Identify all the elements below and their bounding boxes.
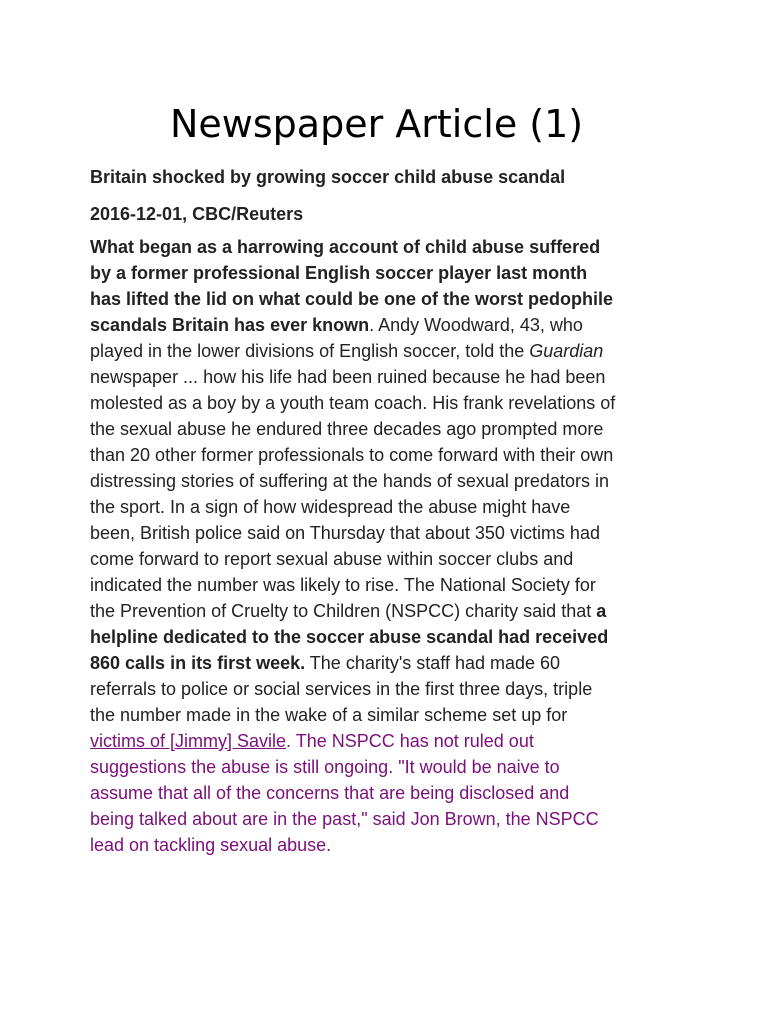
article-line: been, British police said on Thursday that about 350 victims had [90,523,600,543]
article-line: being talked about are in the past," said Jon Brown, the NSPCC [90,809,599,829]
article-line: played in the lower divisions of English soccer, told the Guardian [90,341,604,361]
article-line: scandals Britain has ever known. Andy Woodward, 43, who [90,315,583,335]
article-line: referrals to police or social services in the first three days, triple [90,679,593,699]
savile-victims-link[interactable]: victims of [Jimmy] Savile [90,731,287,751]
article-line: the Prevention of Cruelty to Children (NSPCC) charity said that a [90,601,607,621]
article-line: than 20 other former professionals to come forward with their own [90,445,614,465]
article-headline: Britain shocked by growing soccer child abuse scandal [90,167,566,187]
article-line: molested as a boy by a youth team coach. His frank revelations of [90,393,616,413]
article-line: the sexual abuse he endured three decades ago prompted more [90,419,604,439]
article-line: distressing stories of suffering at the hands of sexual predators in [90,471,609,491]
article-line: the number made in the wake of a similar scheme set up for [90,705,568,725]
article-line: has lifted the lid on what could be one of the worst pedophile [90,289,614,309]
article-line: newspaper ... how his life had been ruined because he had been [90,367,606,387]
article-line: lead on tackling sexual abuse. [90,835,332,855]
article-line: the sport. In a sign of how widespread the abuse might have [90,497,571,517]
article-line: come forward to report sexual abuse within soccer clubs and [90,549,574,569]
article-line: by a former professional English soccer player last month [90,263,588,283]
article-line: 860 calls in its first week. The charity's staff had made 60 [90,653,561,673]
article-body [90,234,690,858]
article-line: victims of [Jimmy] Savile. The NSPCC has not ruled out [90,731,534,751]
article-line: indicated the number was likely to rise. The National Society for [90,575,596,595]
article-dateline: 2016-12-01, CBC/Reuters [90,204,304,224]
article-line: helpline dedicated to the soccer abuse scandal had received [90,627,609,647]
article-line: suggestions the abuse is still ongoing. "It would be naive to [90,757,560,777]
article-line: What began as a harrowing account of child abuse suffered [90,237,601,257]
article-line: assume that all of the concerns that are being disclosed and [90,783,570,803]
publication-name: Guardian [529,341,604,361]
page-title: Newspaper Article (1) [170,102,584,146]
